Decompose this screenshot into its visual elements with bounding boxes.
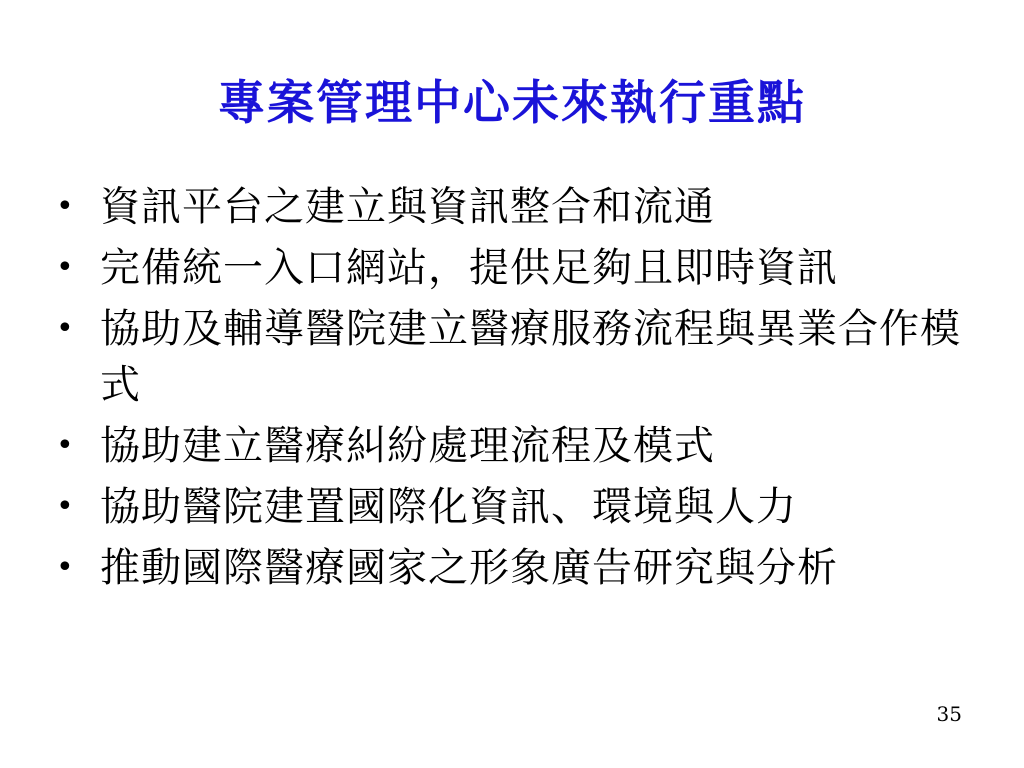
bullet-marker-icon: •: [56, 550, 74, 586]
list-item-text: 協助建立醫療糾紛處理流程及模式: [100, 422, 715, 469]
list-item: [56, 480, 976, 535]
list-item: [56, 180, 976, 235]
page-title: 專案管理中心未來執行重點: [218, 76, 806, 131]
bullet-marker-icon: •: [56, 250, 74, 286]
bullet-marker-icon: •: [56, 189, 74, 224]
page-number: 35: [936, 702, 962, 726]
list-item: [56, 541, 976, 596]
list-item-text: 協助醫院建置國際化資訊、環境與人力: [100, 483, 797, 530]
list-item-text: 推動國際醫療國家之形象廣告研究與分析: [100, 545, 838, 592]
bullet-list: [56, 180, 976, 602]
list-item: [56, 241, 976, 296]
list-item-text: 協助及輔導醫院建立醫療服務流程與異業合作模式: [100, 306, 961, 408]
list-item-text: 完備統一入口網站，提供足夠且即時資訊: [100, 245, 838, 292]
list-item: [56, 302, 976, 412]
bullet-marker-icon: •: [56, 311, 74, 347]
list-item-text: 資訊平台之建立與資訊整合和流通: [100, 184, 715, 230]
bullet-marker-icon: •: [56, 488, 74, 524]
bullet-marker-icon: •: [56, 427, 74, 463]
list-item: [56, 419, 976, 474]
